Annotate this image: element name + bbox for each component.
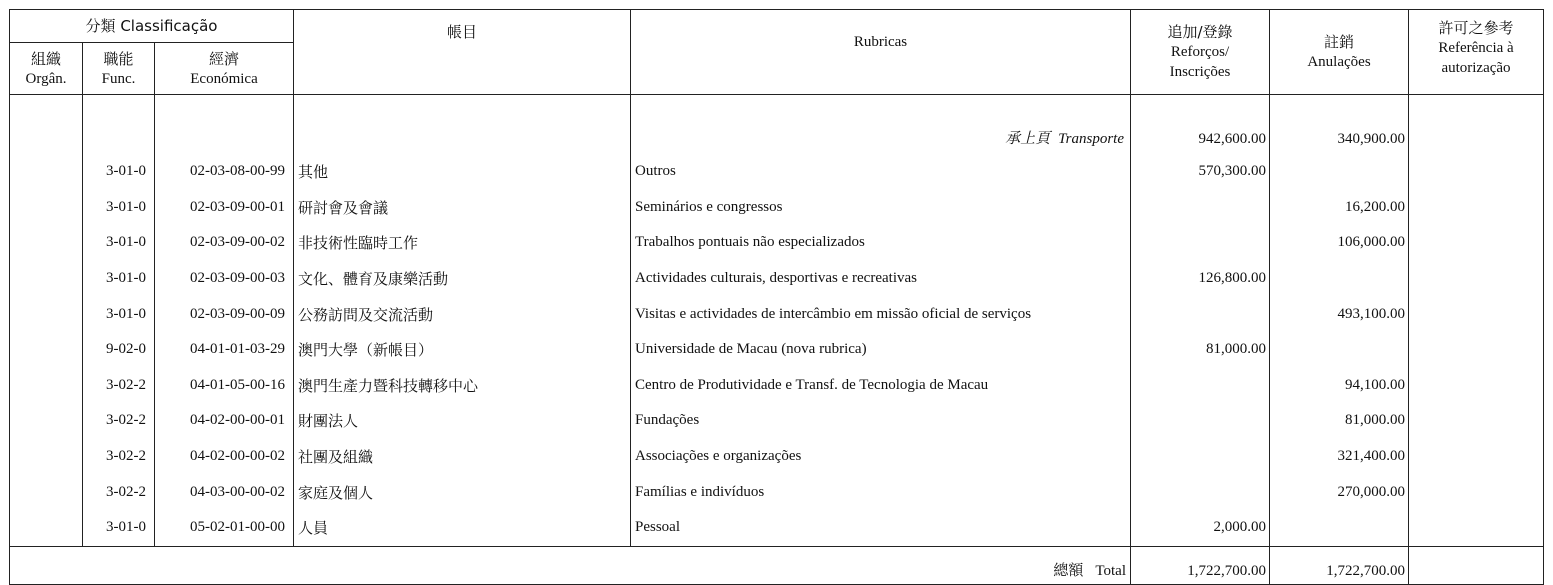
rubric-pt-cell: Pessoal — [631, 510, 1131, 546]
org-cell — [10, 261, 83, 297]
reinforcement-cell: 2,000.00 — [1131, 510, 1270, 546]
table-row — [10, 368, 1544, 404]
reinforcement-cell: 570,300.00 — [1131, 154, 1270, 190]
cancellation-cell: 270,000.00 — [1270, 474, 1409, 510]
cancellation-cell: 321,400.00 — [1270, 439, 1409, 475]
reference-cell — [1409, 154, 1544, 190]
table-row — [10, 439, 1544, 475]
total-label-pt: Total — [1095, 562, 1126, 579]
reference-header-pt-2: autorização — [1441, 60, 1511, 76]
total-cancellations: 1,722,700.00 — [1270, 546, 1409, 584]
func-cell: 3-02-2 — [83, 403, 155, 439]
cancellation-cell: 106,000.00 — [1270, 225, 1409, 261]
rubric-zh-header: 帳目 — [294, 10, 631, 95]
cancellation-cell: 493,100.00 — [1270, 296, 1409, 332]
rubric-zh-cell: 人員 — [294, 510, 631, 546]
rubric-pt-cell: Seminários e congressos — [631, 190, 1131, 226]
rubric-zh-cell: 研討會及會議 — [294, 190, 631, 226]
econ-cell: 04-02-00-00-01 — [155, 403, 294, 439]
func-cell: 3-01-0 — [83, 296, 155, 332]
rubric-pt-cell: Universidade de Macau (nova rubrica) — [631, 332, 1131, 368]
func-cell: 3-01-0 — [83, 261, 155, 297]
econ-cell: 04-01-05-00-16 — [155, 368, 294, 404]
rubric-pt-cell: Outros — [631, 154, 1131, 190]
rubric-zh-cell: 公務訪問及交流活動 — [294, 296, 631, 332]
reinforcements-header-zh: 追加/登錄 — [1167, 23, 1233, 41]
rubric-pt-header: Rubricas — [631, 10, 1131, 95]
transport-cancellations: 340,900.00 — [1270, 95, 1409, 155]
rubric-pt-cell: Actividades culturais, desportivas e recreativas — [631, 261, 1131, 297]
func-cell: 3-02-2 — [83, 439, 155, 475]
reference-header-zh: 許可之參考 — [1438, 19, 1514, 37]
org-header-zh: 組織 — [30, 49, 61, 68]
org-header-pt: Orgân. — [25, 70, 67, 87]
reinforcements-header — [1131, 10, 1270, 95]
reinforcement-cell — [1131, 439, 1270, 475]
org-cell — [10, 225, 83, 261]
econ-header-pt: Económica — [190, 70, 258, 87]
table-row — [10, 154, 1544, 190]
rubric-zh-cell: 社團及組織 — [294, 439, 631, 475]
econ-cell: 02-03-08-00-99 — [155, 154, 294, 190]
rubric-zh-cell: 財團法人 — [294, 403, 631, 439]
reference-cell — [1409, 439, 1544, 475]
total-reference-cell — [1409, 546, 1544, 584]
rubric-pt-cell: Famílias e indivíduos — [631, 474, 1131, 510]
func-cell — [83, 95, 155, 155]
transport-label-zh: 承上頁 — [1005, 129, 1051, 147]
rubric-zh-cell: 家庭及個人 — [294, 474, 631, 510]
org-cell — [10, 190, 83, 226]
func-header-zh: 職能 — [103, 49, 134, 68]
reinforcement-cell: 126,800.00 — [1131, 261, 1270, 297]
rubric-pt-cell: Associações e organizações — [631, 439, 1131, 475]
func-cell: 9-02-0 — [83, 332, 155, 368]
table-row — [10, 225, 1544, 261]
reference-cell — [1409, 296, 1544, 332]
reinforcement-cell — [1131, 474, 1270, 510]
reference-header — [1409, 10, 1544, 95]
cancellation-cell: 16,200.00 — [1270, 190, 1409, 226]
func-cell: 3-02-2 — [83, 474, 155, 510]
econ-cell: 02-03-09-00-01 — [155, 190, 294, 226]
reference-cell — [1409, 403, 1544, 439]
reinforcement-cell — [1131, 190, 1270, 226]
func-cell: 3-01-0 — [83, 190, 155, 226]
table-row — [10, 403, 1544, 439]
transport-reinforcements: 942,600.00 — [1131, 95, 1270, 155]
econ-cell — [155, 95, 294, 155]
table-row — [10, 474, 1544, 510]
rubric-zh-cell: 其他 — [294, 154, 631, 190]
org-cell — [10, 403, 83, 439]
table-row — [10, 510, 1544, 546]
reinforcement-cell — [1131, 403, 1270, 439]
cancellation-cell — [1270, 261, 1409, 297]
reference-cell — [1409, 95, 1544, 155]
transport-label — [631, 95, 1131, 155]
classification-header: 分類 Classificação — [10, 10, 294, 43]
econ-cell: 02-03-09-00-09 — [155, 296, 294, 332]
func-cell: 3-01-0 — [83, 510, 155, 546]
cancellations-header — [1270, 10, 1409, 95]
total-label-zh: 總額 — [1053, 560, 1084, 579]
reference-cell — [1409, 261, 1544, 297]
org-cell — [10, 95, 83, 155]
org-cell — [10, 154, 83, 190]
cancellation-cell — [1270, 510, 1409, 546]
table-row — [10, 190, 1544, 226]
budget-table — [9, 9, 1544, 585]
rubric-pt-cell: Fundações — [631, 403, 1131, 439]
rubric-zh-cell: 澳門生產力暨科技轉移中心 — [294, 368, 631, 404]
total-label — [10, 546, 1131, 584]
reference-cell — [1409, 332, 1544, 368]
econ-cell: 04-02-00-00-02 — [155, 439, 294, 475]
transport-row — [10, 95, 1544, 155]
reinforcement-cell — [1131, 368, 1270, 404]
reinforcement-cell — [1131, 296, 1270, 332]
rubric-pt-cell: Visitas e actividades de intercâmbio em missão oficial de serviços — [631, 296, 1131, 332]
zh-cell — [294, 95, 631, 155]
econ-header — [155, 43, 294, 95]
org-header — [10, 43, 83, 95]
total-row — [10, 546, 1544, 584]
reinforcement-cell: 81,000.00 — [1131, 332, 1270, 368]
func-cell: 3-02-2 — [83, 368, 155, 404]
org-cell — [10, 510, 83, 546]
cancellations-header-zh: 註銷 — [1323, 33, 1354, 51]
econ-cell: 05-02-01-00-00 — [155, 510, 294, 546]
cancellation-cell — [1270, 332, 1409, 368]
cancellation-cell: 94,100.00 — [1270, 368, 1409, 404]
cancellations-header-pt: Anulações — [1307, 54, 1371, 70]
table-row — [10, 261, 1544, 297]
rubric-zh-cell: 文化、體育及康樂活動 — [294, 261, 631, 297]
cancellation-cell: 81,000.00 — [1270, 403, 1409, 439]
table-row — [10, 296, 1544, 332]
reference-cell — [1409, 225, 1544, 261]
reference-cell — [1409, 474, 1544, 510]
org-cell — [10, 332, 83, 368]
econ-header-zh: 經濟 — [208, 49, 239, 68]
reference-cell — [1409, 190, 1544, 226]
reference-header-pt-1: Referência à — [1438, 40, 1514, 56]
cancellation-cell — [1270, 154, 1409, 190]
rubric-pt-cell: Trabalhos pontuais não especializados — [631, 225, 1131, 261]
total-reinforcements: 1,722,700.00 — [1131, 546, 1270, 584]
func-cell: 3-01-0 — [83, 154, 155, 190]
econ-cell: 04-01-01-03-29 — [155, 332, 294, 368]
rubric-zh-cell: 澳門大學（新帳目） — [294, 332, 631, 368]
org-cell — [10, 296, 83, 332]
transport-label-pt: Transporte — [1058, 131, 1124, 147]
org-cell — [10, 474, 83, 510]
rubric-zh-cell: 非技術性臨時工作 — [294, 225, 631, 261]
table-row — [10, 332, 1544, 368]
rubric-pt-cell: Centro de Produtividade e Transf. de Tecnologia de Macau — [631, 368, 1131, 404]
func-cell: 3-01-0 — [83, 225, 155, 261]
reinforcements-header-pt-1: Reforços/ — [1170, 44, 1230, 60]
org-cell — [10, 439, 83, 475]
func-header — [83, 43, 155, 95]
reference-cell — [1409, 368, 1544, 404]
econ-cell: 02-03-09-00-03 — [155, 261, 294, 297]
org-cell — [10, 368, 83, 404]
reinforcement-cell — [1131, 225, 1270, 261]
func-header-pt: Func. — [101, 70, 136, 87]
reference-cell — [1409, 510, 1544, 546]
econ-cell: 04-03-00-00-02 — [155, 474, 294, 510]
reinforcements-header-pt-2: Inscrições — [1169, 64, 1231, 80]
econ-cell: 02-03-09-00-02 — [155, 225, 294, 261]
